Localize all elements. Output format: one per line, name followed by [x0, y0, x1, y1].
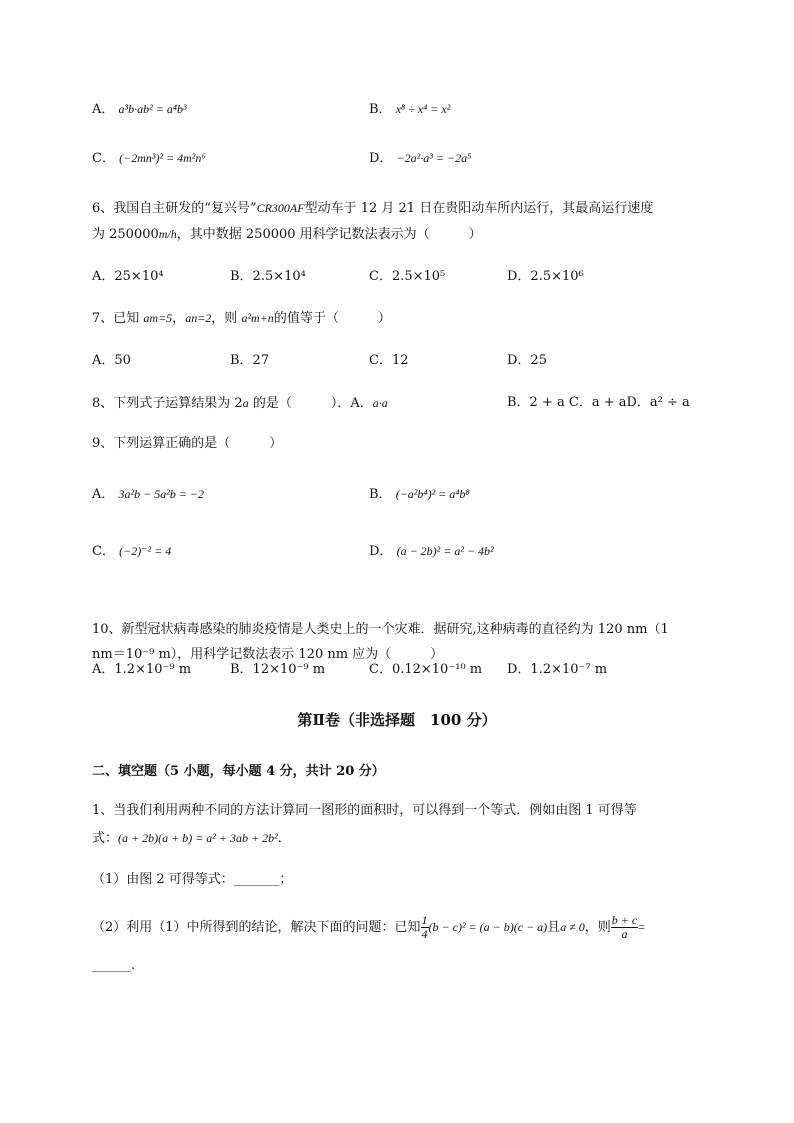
q6-stem-line1 — [92, 198, 653, 219]
q8-option-d: D．a² ÷ a — [626, 395, 690, 410]
q10-option-a: A．1.2×10⁻⁹ m — [92, 662, 192, 677]
q9-option-d — [369, 541, 494, 562]
q8-option-a: a·a — [372, 396, 388, 410]
fraction-denominator: 4 — [421, 927, 428, 941]
q10-option-c: C．0.12×10⁻¹⁰ m — [369, 662, 483, 677]
option-label: D． — [369, 151, 393, 166]
q5-option-a — [92, 99, 187, 120]
option-expression: a³b·ab² = a⁴b³ — [118, 102, 187, 116]
q7-condition: am=5 — [143, 311, 173, 325]
option-expression: 3a²b − 5a²b = −2 — [118, 487, 205, 501]
q10-stem-line1: 10、新型冠状病毒感染的肺炎疫情是人类史上的一个灾难．据研究,这种病毒的直径约为 120 nm（1 — [92, 622, 669, 637]
option-expression: (a − 2b)² = a² − 4b² — [396, 544, 494, 558]
q10-option-d: D．1.2×10⁻⁷ m — [507, 662, 608, 677]
option-label: A． — [92, 102, 115, 117]
q5-option-d — [369, 148, 471, 169]
q7-condition: an=2 — [185, 311, 212, 325]
q9-option-c — [92, 541, 171, 562]
q6-text: ，其中数据 250000 用科学记数法表示为（ ） — [176, 227, 482, 242]
q9-option-b — [369, 484, 470, 505]
fill1-expression: (b − c)² = (a − b)(c − a) — [428, 920, 548, 934]
fraction-one-quarter — [421, 914, 429, 941]
q6-stem-line2 — [92, 224, 482, 245]
option-label: C． — [92, 151, 115, 166]
fill1-text: （2）利用（1）中所得到的结论，解决下面的问题：已知 — [92, 920, 421, 935]
q7-option-d: D．25 — [507, 353, 547, 368]
option-expression: (−a²b⁴)² = a⁴b⁸ — [395, 487, 470, 501]
q6-text: 6、我国自主研发的“复兴号” — [92, 201, 257, 216]
fill1-stem-line1: 1、当我们利用两种不同的方法计算同一图形的面积时，可以得到一个等式．例如由图 1 可得等 — [92, 803, 637, 818]
q6-option-d: D．2.5×10⁶ — [507, 269, 584, 284]
section-heading: 二、填空题（5 小题，每小题 4 分，共计 20 分） — [92, 764, 385, 779]
q7-text: ，则 — [211, 311, 242, 326]
q6-option-a: A．25×10⁴ — [92, 269, 164, 284]
fill1-text: 且 — [547, 920, 561, 935]
q8-variable: a — [242, 396, 249, 410]
fraction-b-plus-c-over-a — [611, 914, 638, 941]
option-expression: (−2mn³)² = 4m²n⁶ — [119, 151, 206, 165]
q8-options-bcd — [507, 393, 690, 413]
option-expression: (−2)⁻² = 4 — [119, 544, 172, 558]
fill1-answer-blank: ______. — [92, 958, 136, 973]
q7-option-c: C．12 — [369, 353, 409, 368]
q9-option-a — [92, 484, 204, 505]
option-expression: −2a²·a³ = −2a⁵ — [396, 151, 472, 165]
q7-expression: a²m+n — [241, 311, 274, 325]
q8-stem — [92, 393, 388, 414]
q8-option-c: C．a + a — [568, 395, 627, 410]
fill1-text: 式： — [92, 831, 119, 846]
fill1-part2 — [92, 912, 645, 943]
q6-unit: m/h — [158, 227, 177, 241]
q7-option-a: A．50 — [92, 353, 131, 368]
fill1-condition: a ≠ 0 — [560, 920, 585, 934]
option-label: B． — [369, 102, 392, 117]
q8-text: 8、下列式子运算结果为 2 — [92, 396, 243, 411]
fill1-text: ，则 — [584, 920, 611, 935]
q10-option-b: B．12×10⁻⁹ m — [230, 662, 326, 677]
q6-option-c: C．2.5×10⁵ — [369, 269, 446, 284]
fraction-denominator: a — [621, 927, 628, 941]
q10-stem-line2: nm＝10⁻⁹ m），用科学记数法表示 120 nm 应为（ ） — [92, 647, 444, 662]
option-label: C． — [92, 544, 115, 559]
q6-text: 为 250000 — [92, 227, 159, 242]
fill1-text: ． — [277, 831, 291, 846]
equals-sign: = — [638, 920, 646, 934]
q9-stem: 9、下列运算正确的是（ ） — [92, 436, 283, 451]
fraction-numerator: 1 — [421, 913, 428, 927]
q6-option-b: B．2.5×10⁴ — [230, 269, 306, 284]
option-label: B． — [369, 487, 392, 502]
q8-text: 的是（ ）．A． — [248, 396, 373, 411]
q5-option-c — [92, 148, 206, 169]
fill1-stem-line2 — [92, 828, 291, 849]
fraction-numerator: b + c — [611, 913, 638, 927]
q7-text: ， — [172, 311, 186, 326]
q5-option-b — [369, 99, 450, 120]
q7-option-b: B．27 — [230, 353, 270, 368]
q6-text: 型动车于 12 月 21 日在贵阳动车所内运行，其最高运行速度 — [304, 201, 654, 216]
q7-text: 的值等于（ ） — [273, 311, 391, 326]
fill1-part1: （1）由图 2 可得等式：_______； — [92, 872, 293, 887]
option-label: D． — [369, 544, 393, 559]
q7-stem — [92, 308, 391, 329]
q7-text: 7、已知 — [92, 311, 144, 326]
fill1-expression: (a + 2b)(a + b) = a² + 3ab + 2b² — [118, 831, 278, 845]
option-label: A． — [92, 487, 115, 502]
section-title: 第Ⅱ卷（非选择题 100 分） — [297, 711, 497, 729]
q6-model: CR300AF — [256, 201, 305, 215]
q8-option-b: B．2 + a — [507, 395, 565, 410]
option-expression: x⁸ ÷ x⁴ = x² — [395, 102, 451, 116]
